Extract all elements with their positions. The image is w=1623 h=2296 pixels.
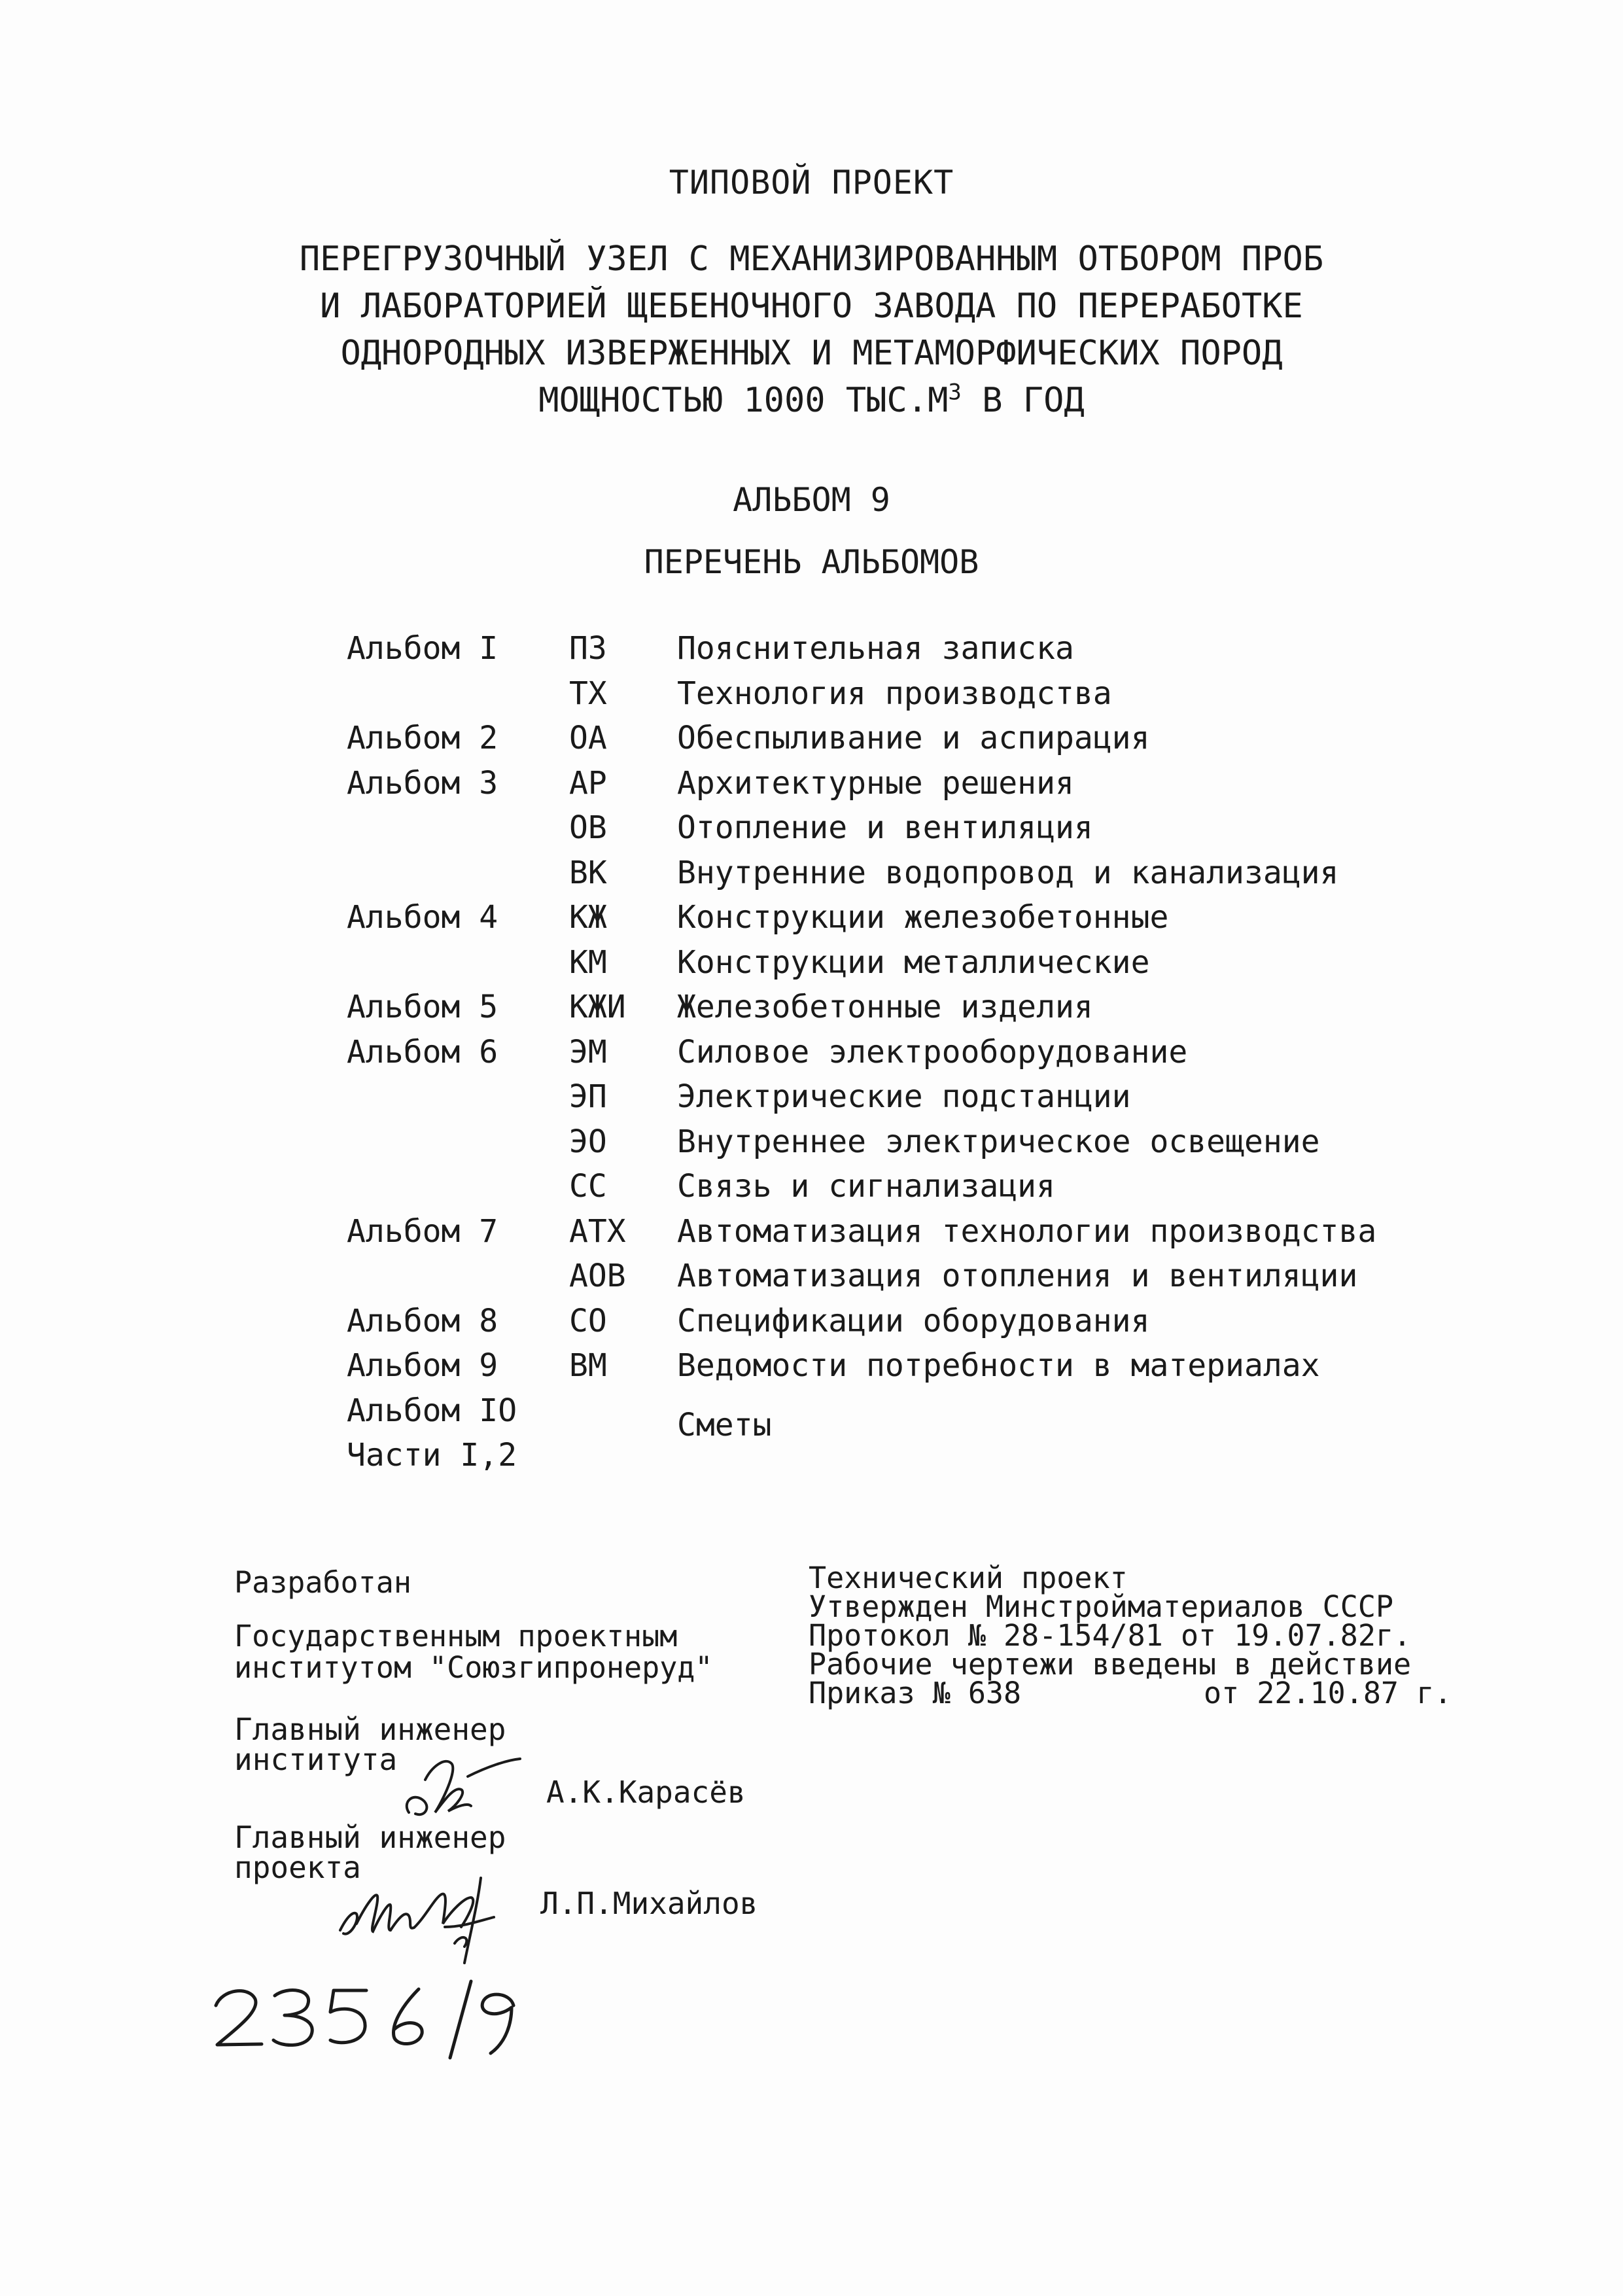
chief-engineer-project-subtitle: проекта bbox=[234, 1850, 361, 1885]
album-row bbox=[347, 765, 1459, 810]
title-line-4-superscript: 3 bbox=[948, 379, 962, 406]
album-number: Альбом 5 bbox=[347, 989, 498, 1025]
album-row bbox=[347, 720, 1459, 765]
album-description: Конструкции железобетонные bbox=[677, 899, 1169, 936]
album-label: АЛЬБОМ 9 bbox=[733, 481, 890, 519]
album-code: АТХ bbox=[569, 1212, 626, 1250]
album-description: Железобетонные изделия bbox=[677, 989, 1093, 1025]
album-description: Внутреннее электрическое освещение bbox=[677, 1123, 1320, 1160]
album-row bbox=[347, 1034, 1459, 1079]
album-number: Части I,2 bbox=[347, 1437, 517, 1474]
album-number: Альбом 2 bbox=[347, 720, 498, 756]
album-row bbox=[347, 1213, 1459, 1258]
album-code: КМ bbox=[569, 944, 607, 981]
album-description: Внутренние водопровод и канализация bbox=[677, 854, 1339, 891]
album-row bbox=[347, 675, 1459, 720]
album-description: Автоматизация отопления и вентиляции bbox=[677, 1258, 1358, 1294]
album-code: ТХ bbox=[569, 675, 607, 712]
album-code: АОВ bbox=[569, 1258, 626, 1294]
album-code: ВК bbox=[569, 854, 607, 891]
developer-label: Разработан bbox=[234, 1565, 411, 1600]
album-description: Технология производства bbox=[677, 675, 1112, 712]
album-code: СО bbox=[569, 1302, 607, 1339]
tech-project-line-5 bbox=[809, 1676, 1452, 1710]
album-number: Альбом 4 bbox=[347, 899, 498, 936]
tech-project-block bbox=[809, 1561, 1452, 1710]
album-row bbox=[347, 989, 1459, 1034]
title-line-1: ПЕРЕГРУЗОЧНЫЙ УЗЕЛ С МЕХАНИЗИРОВАННЫМ ОТБОРОМ ПРОБ bbox=[299, 239, 1324, 279]
developer-block bbox=[234, 1567, 713, 1684]
album-description: Электрические подстанции bbox=[677, 1078, 1131, 1115]
album-row bbox=[347, 1168, 1459, 1213]
title-line-2: И ЛАБОРАТОРИЕЙ ЩЕБЕНОЧНОГО ЗАВОДА ПО ПЕРЕРАБОТКЕ bbox=[320, 287, 1303, 326]
handwritten-document-number bbox=[209, 1976, 517, 2064]
project-title bbox=[0, 236, 1623, 424]
chief-engineer-project-title: Главный инженер bbox=[234, 1820, 506, 1855]
album-description: Ведомости потребности в материалах bbox=[677, 1347, 1320, 1384]
album-row bbox=[347, 855, 1459, 900]
album-row bbox=[347, 1437, 1459, 1482]
album-description: Архитектурные решения bbox=[677, 764, 1074, 802]
album-description: Обеспыливание и аспирация bbox=[677, 720, 1150, 756]
album-row bbox=[347, 1392, 1459, 1443]
album-row bbox=[347, 809, 1459, 855]
album-code: ВМ bbox=[569, 1347, 607, 1384]
album-row bbox=[347, 1258, 1459, 1303]
album-row bbox=[347, 1078, 1459, 1123]
album-code: АР bbox=[569, 764, 607, 802]
album-code: КЖ bbox=[569, 899, 607, 936]
album-description: Сметы bbox=[677, 1406, 772, 1443]
tech-project-line-2: Утвержден Минстройматериалов СССР bbox=[809, 1589, 1394, 1624]
album-code: СС bbox=[569, 1168, 607, 1205]
album-code: ЭО bbox=[569, 1123, 607, 1160]
chief-engineer-project-name: Л.П.Михайлов bbox=[540, 1886, 758, 1921]
album-code: ОА bbox=[569, 720, 607, 756]
album-code: ПЗ bbox=[569, 630, 607, 667]
tech-project-line-4: Рабочие чертежи введены в действие bbox=[809, 1647, 1412, 1682]
tech-project-line-3: Протокол № 28-154/81 от 19.07.82г. bbox=[809, 1618, 1412, 1653]
signature-karasev-icon bbox=[396, 1740, 527, 1826]
album-number: Альбом IO bbox=[347, 1392, 517, 1429]
order-date: от 22.10.87 г. bbox=[1204, 1676, 1452, 1710]
album-description: Спецификации оборудования bbox=[677, 1302, 1150, 1339]
developer-org-line-2: институтом "Союзгипронеруд" bbox=[234, 1650, 713, 1685]
chief-engineer-institute-subtitle: института bbox=[234, 1742, 398, 1777]
chief-engineer-institute-title: Главный инженер bbox=[234, 1712, 506, 1747]
album-code: ОВ bbox=[569, 809, 607, 846]
title-line-4-suffix: В ГОД bbox=[961, 381, 1085, 420]
albums-list bbox=[347, 630, 1459, 1482]
album-row bbox=[347, 1347, 1459, 1392]
album-row bbox=[347, 944, 1459, 989]
album-description: Силовое электрооборудование bbox=[677, 1033, 1188, 1070]
album-number: Альбом 3 bbox=[347, 764, 498, 802]
album-number: Альбом I bbox=[347, 630, 498, 667]
album-number: Альбом 7 bbox=[347, 1212, 498, 1250]
title-line-4 bbox=[0, 377, 1623, 424]
title-line-3: ОДНОРОДНЫХ ИЗВЕРЖЕННЫХ И МЕТАМОРФИЧЕСКИХ ПОРОД bbox=[340, 334, 1283, 373]
album-description: Конструкции металлические bbox=[677, 944, 1150, 981]
developer-org-line-1: Государственным проектным bbox=[234, 1619, 678, 1653]
tech-project-line-1: Технический проект bbox=[809, 1561, 1128, 1595]
project-type-heading: ТИПОВОЙ ПРОЕКТ bbox=[669, 164, 954, 202]
album-row bbox=[347, 1123, 1459, 1169]
signature-mikhailov-icon bbox=[330, 1865, 540, 1976]
album-number: Альбом 6 bbox=[347, 1033, 498, 1070]
album-number: Альбом 9 bbox=[347, 1347, 498, 1384]
album-row bbox=[347, 899, 1459, 944]
title-line-4-prefix: МОЩНОСТЬЮ 1000 ТЫС.М bbox=[538, 381, 949, 420]
album-description: Отопление и вентиляция bbox=[677, 809, 1093, 846]
album-description: Пояснительная записка bbox=[677, 630, 1074, 667]
album-number: Альбом 8 bbox=[347, 1302, 498, 1339]
album-code: ЭП bbox=[569, 1078, 607, 1115]
album-code: ЭМ bbox=[569, 1033, 607, 1070]
album-description: Автоматизация технологии производства bbox=[677, 1212, 1377, 1250]
album-description: Связь и сигнализация bbox=[677, 1168, 1055, 1205]
album-row bbox=[347, 630, 1459, 675]
album-row bbox=[347, 1303, 1459, 1348]
album-code: КЖИ bbox=[569, 989, 626, 1025]
list-heading: ПЕРЕЧЕНЬ АЛЬБОМОВ bbox=[644, 543, 979, 581]
chief-engineer-institute-name: А.К.Карасёв bbox=[546, 1775, 746, 1810]
order-number: Приказ № 638 bbox=[809, 1676, 1022, 1710]
